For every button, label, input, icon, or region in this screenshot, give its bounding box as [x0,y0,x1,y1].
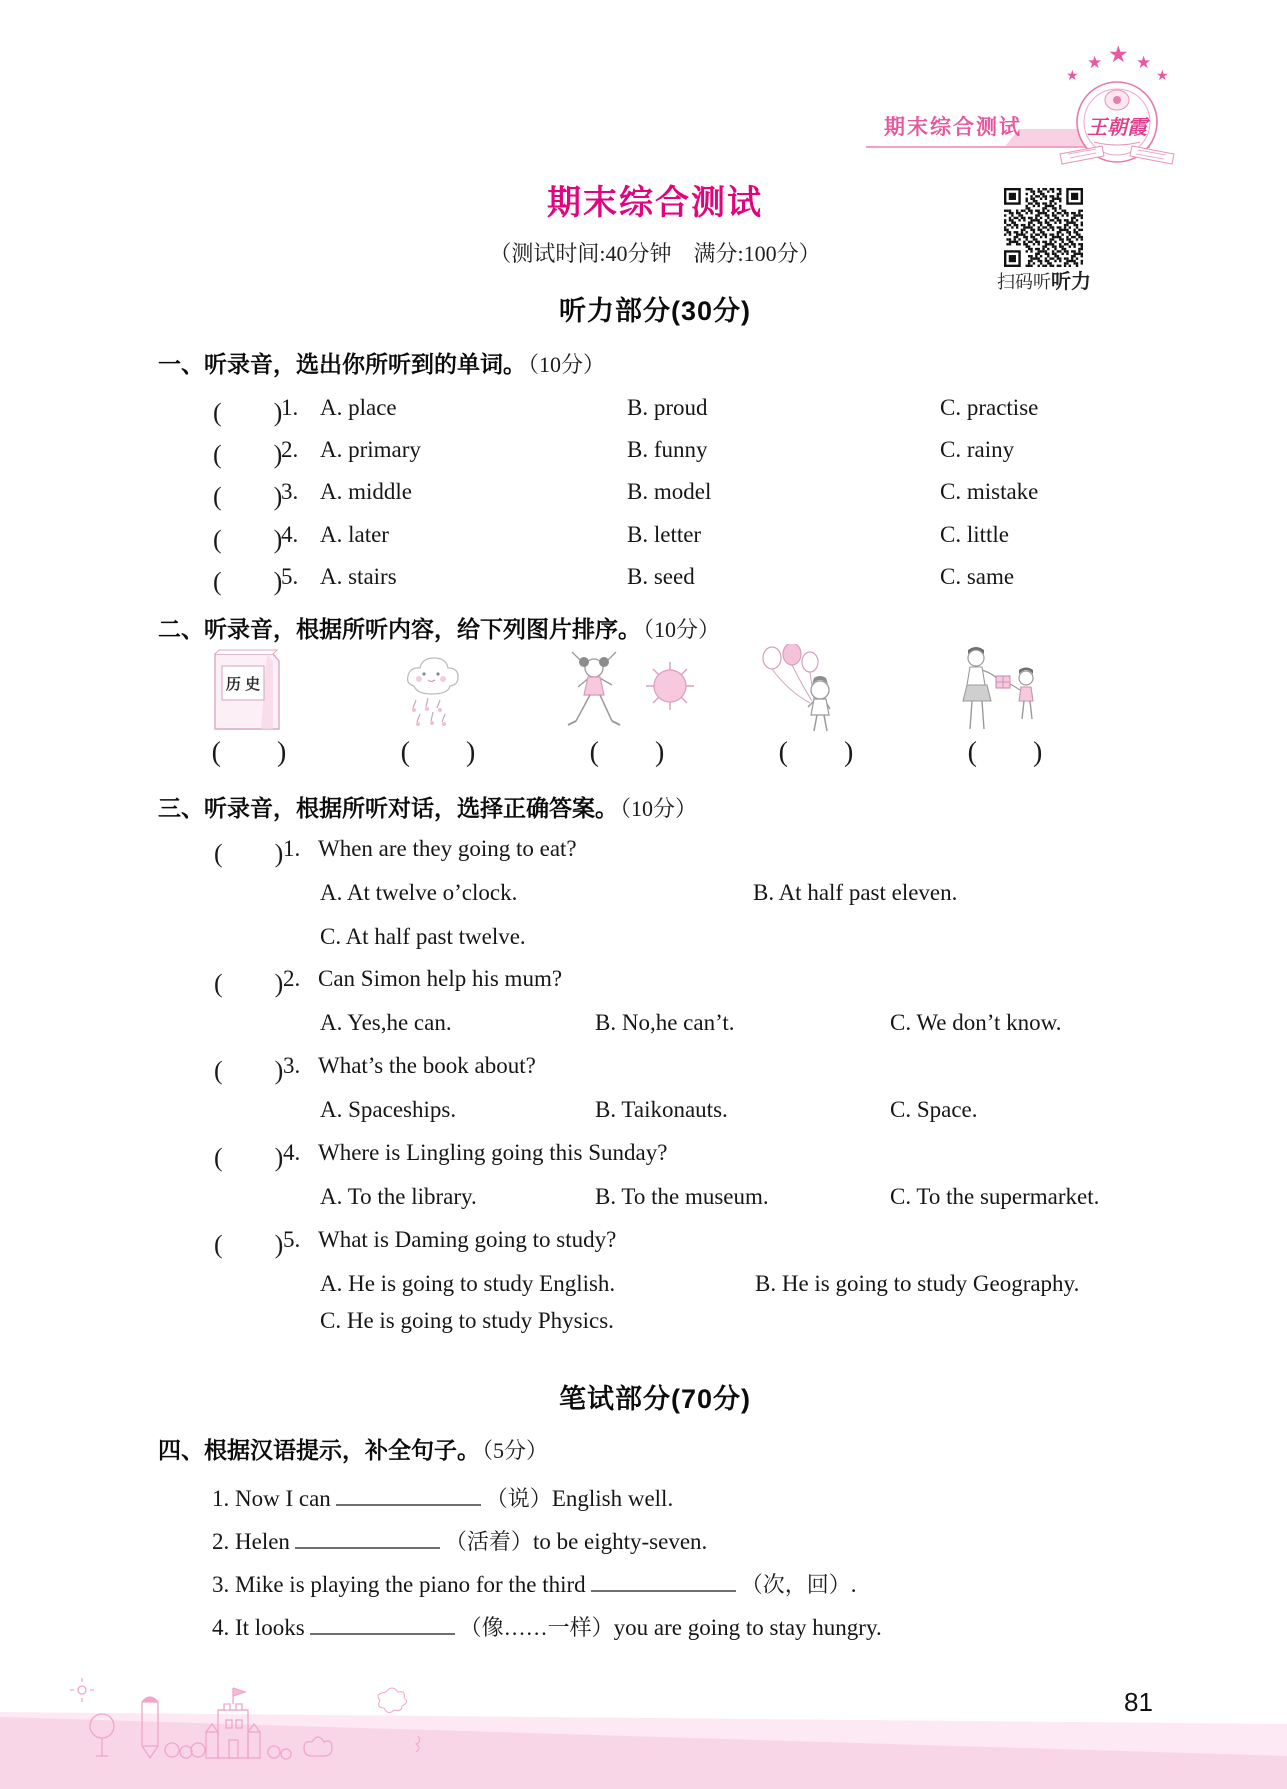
mother-giving-gift-image [950,646,1052,736]
section1-title: 听录音，选出你所听到的单词。 [204,351,526,377]
option-c: C. same [940,564,1015,589]
sentence-pre: 3. Mike is playing the piano for the third [212,1572,586,1597]
option-c: C. rainy [940,437,1015,462]
svg-text:★: ★ [1108,42,1129,67]
word-choice-row [213,437,1287,469]
option-a: A. To the library. [320,1184,477,1209]
answer-write-blank[interactable] [310,1613,455,1635]
option-c: C. We don’t know. [890,1010,1062,1035]
chinese-hint: （像……一样） [459,1615,614,1640]
word-choice-row [213,564,1287,596]
section3-title: 听录音，根据所听对话，选择正确答案。 [204,795,618,821]
section3-number: 三、 [158,795,204,821]
option-b: B. funny [627,437,708,462]
option-a: A. middle [320,479,412,504]
question-number: 4. [283,1140,301,1165]
qr-caption-prefix: 扫码听 [997,272,1051,292]
chinese-hint: （次，回） [740,1572,851,1597]
question-number: 5. [283,1227,301,1252]
answer-blank[interactable]: ( ) [214,969,284,998]
option-b: B. At half past eleven. [753,880,958,905]
option-c: C. practise [940,395,1039,420]
svg-text:★: ★ [1136,53,1152,72]
option-c: C. little [940,522,1009,547]
question-line [214,1140,1287,1172]
option-b: B. No,he can’t. [595,1010,735,1035]
options-line [320,1271,1287,1303]
row-number: 2. [281,437,299,462]
option-a: A. Yes,he can. [320,1010,452,1035]
order-blank[interactable]: ( ) [211,737,287,768]
footer-doodles [66,1676,446,1768]
section2-number: 二、 [158,616,204,642]
option-c: C. mistake [940,479,1039,504]
option-c: C. At half past twelve. [320,924,526,949]
section4-heading [158,1437,548,1463]
question-line [214,1227,1287,1259]
answer-blank[interactable]: ( ) [213,567,283,596]
option-a: A. He is going to study English. [320,1271,616,1296]
answer-blank[interactable]: ( ) [213,525,283,554]
answer-blank[interactable]: ( ) [214,1230,284,1259]
option-a: A. place [320,395,397,420]
answer-write-blank[interactable] [591,1570,736,1592]
options-line [320,1010,1287,1042]
section4-score: （5分） [482,1438,549,1463]
word-choice-row [213,395,1287,427]
answer-blank[interactable]: ( ) [213,482,283,511]
options-line [320,880,1287,912]
fill-blank-item [212,1527,707,1555]
section2-score: （10分） [643,617,721,642]
answer-blank[interactable]: ( ) [213,398,283,427]
child-with-balloons-image [746,644,858,738]
order-blank[interactable]: ( ) [967,737,1043,768]
qr-caption-bold: 听力 [1051,271,1091,293]
option-a: A. later [320,522,389,547]
option-a: A. primary [320,437,421,462]
qr-code [1004,188,1083,267]
section3-score: （10分） [620,796,698,821]
option-b: B. model [627,479,712,504]
word-choice-row [213,479,1287,511]
options-line [320,924,1287,956]
answer-write-blank[interactable] [336,1484,481,1506]
sentence-post: to be eighty-seven. [532,1529,708,1554]
order-blank[interactable]: ( ) [778,737,854,768]
row-number: 5. [281,564,299,589]
sentence-pre: 4. It looks [212,1615,305,1640]
listening-part-heading: 听力部分(30分) [558,296,751,326]
section2-title: 听录音，根据所听内容，给下列图片排序。 [204,616,641,642]
answer-blank[interactable]: ( ) [213,440,283,469]
row-number: 4. [281,522,299,547]
chinese-hint: （活着） [444,1529,533,1554]
question-line [214,836,1287,868]
option-b: B. To the museum. [595,1184,769,1209]
fill-blank-item [212,1570,856,1598]
answer-blank[interactable]: ( ) [214,1143,284,1172]
options-line [320,1184,1287,1216]
question-number: 2. [283,966,301,991]
logo-stars-icon [1066,42,1169,84]
options-line [320,1308,1287,1340]
sentence-post: you are going to stay hungry. [613,1615,882,1640]
section1-number: 一、 [158,351,204,377]
option-b: B. proud [627,395,708,420]
logo-brand-text: 王朝霞 [1087,117,1147,139]
option-a: A. stairs [320,564,397,589]
brand-logo [1054,42,1180,166]
question-text: When are they going to eat? [318,836,577,861]
option-a: A. At twelve o’clock. [320,880,518,905]
order-blank[interactable]: ( ) [589,737,665,768]
answer-write-blank[interactable] [295,1527,440,1549]
question-number: 1. [283,836,301,861]
question-text: Can Simon help his mum? [318,966,563,991]
option-b: B. He is going to study Geography. [755,1271,1080,1296]
option-b: B. seed [627,564,695,589]
header-unit-title: 期末综合测试 [884,116,1022,139]
answer-blank[interactable]: ( ) [214,839,284,868]
sentence-post: . [850,1572,857,1597]
svg-text:★: ★ [1156,69,1169,84]
row-number: 3. [281,479,299,504]
section1-heading [158,351,605,377]
option-a: A. Spaceships. [320,1097,457,1122]
answer-blank[interactable]: ( ) [214,1056,284,1085]
question-text: Where is Lingling going this Sunday? [318,1140,668,1165]
sentence-post: English well. [551,1486,674,1511]
option-b: B. letter [627,522,702,547]
question-text: What is Daming going to study? [318,1227,617,1252]
options-line [320,1097,1287,1129]
girl-exercising-sun-image [550,650,702,736]
fill-blank-item [212,1484,673,1512]
section4-number: 四、 [158,1437,204,1463]
sentence-pre: 2. Helen [212,1529,290,1554]
question-line [214,1053,1287,1085]
test-info-subtitle: （测试时间:40分钟 满分:100分） [489,241,821,266]
svg-text:★: ★ [1066,69,1079,84]
chinese-hint: （说） [485,1486,552,1511]
order-blank[interactable]: ( ) [400,737,476,768]
section4-title: 根据汉语提示，补全句子。 [204,1437,480,1463]
qr-caption [984,271,1104,294]
page-title: 期末综合测试 [547,184,763,222]
section1-score: （10分） [528,352,606,377]
svg-text:★: ★ [1087,53,1103,72]
section3-heading [158,795,697,821]
row-number: 1. [281,395,299,420]
word-choice-row [213,522,1287,554]
page-number: 81 [1124,1687,1153,1717]
question-number: 3. [283,1053,301,1078]
option-c: C. To the supermarket. [890,1184,1100,1209]
option-c: C. Space. [890,1097,978,1122]
castle-icon [206,1688,260,1758]
section2-heading [158,616,720,642]
question-text: What’s the book about? [318,1053,536,1078]
rain-cloud-image [400,652,464,734]
fill-blank-item [212,1613,882,1641]
history-book-label: 历 史 [225,676,261,693]
option-b: B. Taikonauts. [595,1097,728,1122]
option-c: C. He is going to study Physics. [320,1308,614,1333]
question-line [214,966,1287,998]
history-book-image [205,646,287,736]
written-part-heading: 笔试部分(70分) [558,1384,751,1414]
sentence-pre: 1. Now I can [212,1486,331,1511]
